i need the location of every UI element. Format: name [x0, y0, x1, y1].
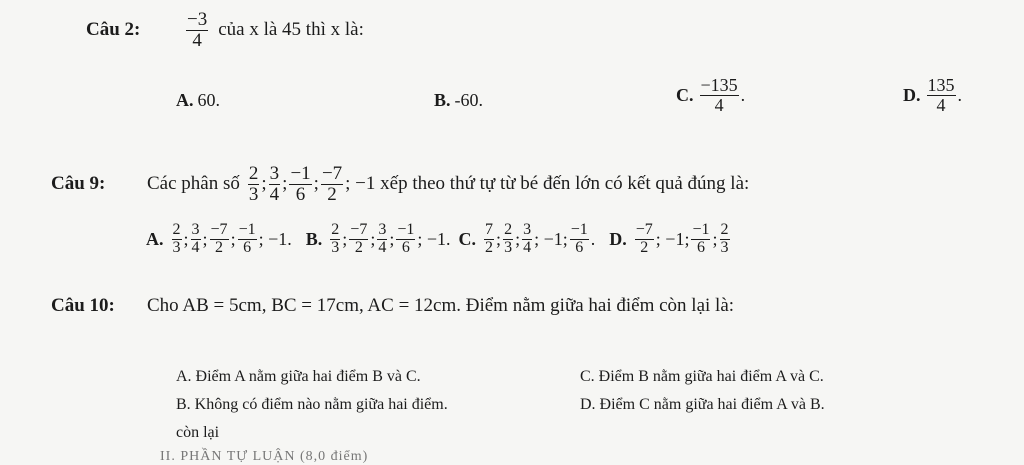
- question-10-option-a: A. Điểm A nằm giữa hai điểm B và C.: [176, 368, 421, 385]
- question-2: [86, 10, 364, 51]
- q9-option-fraction: $\frac{-7}{2}$: [635, 221, 653, 256]
- q9-option-fraction: $\frac{3}{4}$: [191, 221, 200, 256]
- question-9: Câu 9: Các phân số $\frac{2}{3}$ ; $\frac{3}{4}$ ; $\frac{-1}{6}$ ; $\frac{-7}{2}$ ; −1 xếp theo thứ tự từ bé đến lớn có kết quả đúng là:: [51, 163, 750, 205]
- question-2-fraction: $\frac{-3}{4}$: [187, 9, 208, 51]
- q9-option-fraction: $\frac{-1}{6}$: [238, 221, 256, 256]
- q9-option-fraction: $\frac{2}{3}$: [331, 221, 340, 256]
- question-10-option-b-continued: còn lại: [176, 424, 220, 441]
- q9-option-fraction: $\frac{2}{3}$: [720, 221, 729, 256]
- q9-fraction: $\frac{-1}{6}$: [290, 163, 311, 205]
- q9-option-fraction: $\frac{3}{4}$: [523, 221, 532, 256]
- question-10-option-b: B. Không có điểm nào nằm giữa hai điểm.: [176, 396, 448, 413]
- option-c-fraction: $\frac{-135}{4}$: [700, 75, 738, 115]
- question-2-text: của x là 45 thì x là:: [218, 19, 364, 41]
- q9-fraction: $\frac{3}{4}$: [269, 163, 280, 205]
- question-2-label: Câu 2:: [86, 19, 141, 41]
- q9-option-fraction: $\frac{7}{2}$: [485, 221, 494, 256]
- question-2-option-b: B. -60.: [434, 90, 484, 110]
- question-10: [51, 295, 734, 317]
- section-heading-cut-off: II. PHẦN TỰ LUẬN (8,0 điểm): [160, 449, 369, 464]
- q9-option-fraction: $\frac{-7}{2}$: [350, 221, 368, 256]
- question-10-label: Câu 10:: [51, 295, 115, 316]
- question-10-text: Cho AB = 5cm, BC = 17cm, AC = 12cm. Điểm nằm giữa hai điểm còn lại là:: [147, 295, 735, 316]
- q9-fraction: $\frac{2}{3}$: [248, 163, 259, 205]
- question-9-text-before: Các phân số: [147, 173, 240, 195]
- q9-option-fraction: $\frac{-1}{6}$: [692, 221, 710, 256]
- question-9-options: A. $\frac{2}{3}$ ; $\frac{3}{4}$ ; $\frac{-7}{2}$ ; $\frac{-1}{6}$ ; −1. B. $\frac{2}{3}$ ; $\frac{-7}{2}$ ; $\frac{3}{4}$ ; $\frac{-1}{6}$ ; −1. C. $\frac{7}{2}$ ; $\frac{2}{3}$ ; $\frac{3}{4}$ ; −1; $\frac{-1}{6}$ . D. $\frac{-7}{2}$ ; −1; $\frac{-1}{6}$ ; $\frac{2}{3}$: [146, 221, 729, 256]
- question-10-option-c: C. Điểm B nằm giữa hai điểm A và C.: [580, 368, 824, 385]
- option-d-fraction: $\frac{135}{4}$: [927, 75, 955, 115]
- question-2-option-a: A. 60.: [176, 90, 220, 110]
- q9-option-fraction: $\frac{-7}{2}$: [210, 221, 228, 256]
- question-9-label: Câu 9:: [51, 173, 106, 195]
- question-2-option-c: C. $\frac{-135}{4}$ .: [676, 75, 746, 115]
- q9-option-fraction: $\frac{2}{3}$: [172, 221, 181, 256]
- question-2-option-d: D. $\frac{135}{4}$ .: [903, 75, 962, 115]
- q9-option-fraction: $\frac{3}{4}$: [378, 221, 387, 256]
- q9-fraction: $\frac{-7}{2}$: [321, 163, 343, 205]
- q9-option-fraction: $\frac{-1}{6}$: [570, 221, 588, 256]
- q9-option-fraction: $\frac{-1}{6}$: [397, 221, 415, 256]
- question-9-text-after: ; −1 xếp theo thứ tự từ bé đến lớn có kết quả đúng là:: [345, 173, 750, 195]
- q9-option-fraction: $\frac{2}{3}$: [504, 221, 513, 256]
- question-10-option-d: D. Điểm C nằm giữa hai điểm A và B.: [580, 396, 825, 413]
